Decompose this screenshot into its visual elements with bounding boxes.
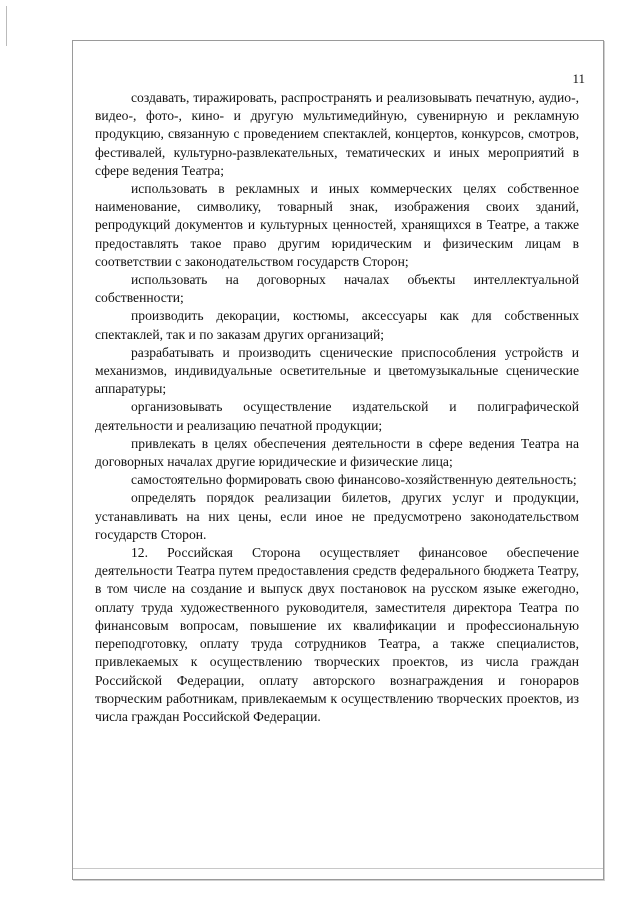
paragraph: привлекать в целях обеспечения деятельности в сфере ведения Театра на договорных началах другие юридические и физические лица; (95, 435, 579, 470)
paragraph: определять порядок реализации билетов, других услуг и продукции, устанавливать на них цены, если иное не предусмотрено законодательством государств Сторон. (95, 490, 579, 542)
paragraph: производить декорации, костюмы, аксессуары как для собственных спектаклей, так и по заказам других организаций; (95, 308, 579, 342)
paragraph: разрабатывать и производить сценические приспособления устройств и механизмов, индивидуальные осветительные и цветомузыкальные сценические аппаратуры; (95, 344, 579, 397)
paragraph: 12. Российская Сторона осуществляет финансовое обеспечение деятельности Театра путем предоставления средств федерального бюджета Театру, в том числе на создание и выпуск двух постановок на русском языке ежегодно, оплату труда художественного руководителя, заместителя директора Театра по финансовым вопросам, повышение их квалификации и профессиональную переподготовку, оплату труда сотрудников Театра, а также специалистов, привлекаемых к осуществлению творческих проектов, из числа граждан Российской Федерации, оплату авторского вознаграждения и гонораров творческим работникам, привлекаемым к осуществлению творческих проектов, из числа граждан Российской Федерации. (95, 545, 579, 724)
document-page (72, 40, 604, 880)
scan-edge-mark (6, 6, 7, 46)
page-number: 11 (572, 71, 585, 86)
paragraph: самостоятельно формировать свою финансово-хозяйственную деятельность; (131, 472, 577, 488)
paragraph: организовывать осуществление издательской и полиграфической деятельности и реализацию печатной продукции; (95, 399, 579, 433)
paragraph: создавать, тиражировать, распространять и реализовывать печатную, аудио-, видео-, фото-, кино- и другую мультимедийную, сувенирную и рекламную продукцию, связанную с проведением спектаклей, концертов, конкурсов, смотров, фестивалей, культурно-развлекательных, тематических и иных мероприятий в сфере ведения Театра; (95, 90, 579, 178)
paragraph: использовать на договорных началах объекты интеллектуальной собственности; (95, 272, 579, 306)
paragraph: использовать в рекламных и иных коммерческих целях собственное наименование, символику, товарный знак, изображения своих зданий, репродукций документов и культурных ценностей, хранящихся в Театре, а также предоставлять такое право другим юридическим и физическим лицам в соответствии с законодательством государств Сторон; (95, 181, 579, 269)
document-body (95, 89, 579, 726)
